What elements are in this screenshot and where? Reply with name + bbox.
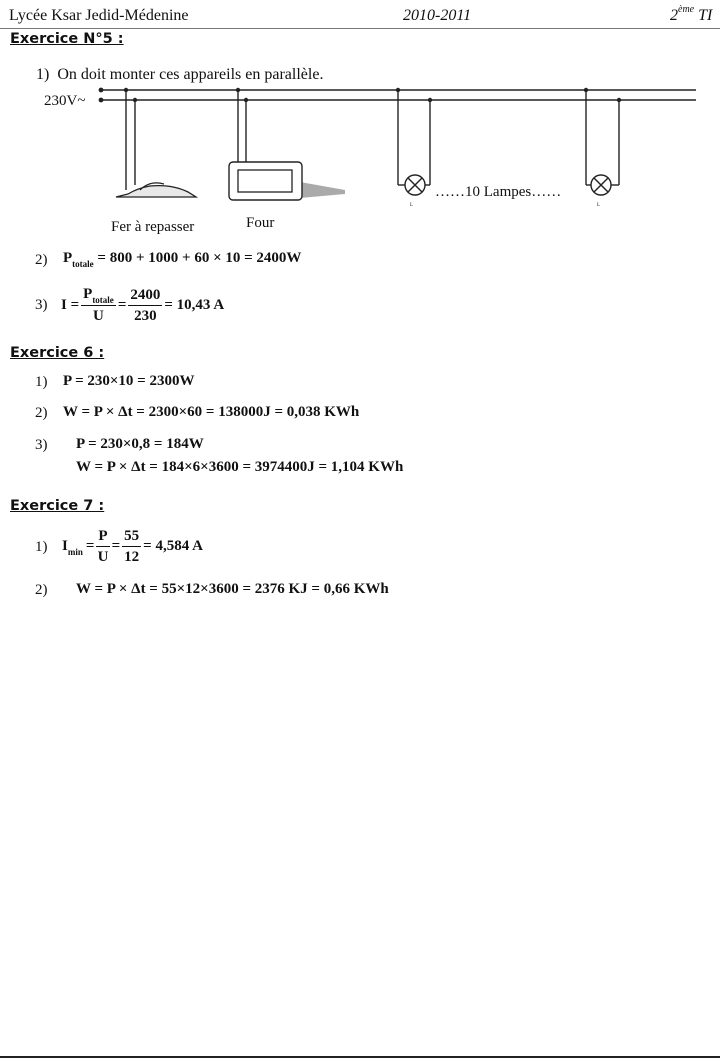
fraction-denominator: U (93, 308, 104, 324)
voltage-label: 230V~ (44, 93, 86, 109)
power-subscript: totale (72, 259, 94, 269)
equals-sign: = (85, 538, 95, 554)
ex7-q2-number: 2) (35, 582, 48, 598)
ex5-q1-text: On doit monter ces appareils en parallèle. (57, 66, 324, 83)
ex6-q1-number: 1) (35, 374, 48, 390)
lamp-icon (405, 175, 425, 195)
ex6-q3-number: 3) (35, 437, 48, 453)
lamps-label: ……10 Lampes…… (435, 184, 562, 200)
fraction-denominator: U (97, 549, 109, 565)
iron-icon (116, 183, 196, 197)
ex5-q2-rhs: = 800 + 1000 + 60 × 10 = 2400W (97, 250, 302, 266)
fraction-denominator: 12 (124, 549, 140, 565)
iron-label: Fer à repasser (111, 219, 195, 235)
fraction-numerator: P (83, 286, 93, 302)
power-symbol: P (63, 250, 73, 266)
fraction-numerator-subscript: totale (92, 295, 114, 305)
oven-icon (229, 162, 345, 200)
ex6-q1-equation: P = 230×10 = 2300W (63, 373, 195, 389)
ex5-q3-number: 3) (35, 297, 48, 313)
school-year: 2010-2011 (403, 7, 472, 24)
class-suffix: TI (698, 7, 713, 24)
exercise-5-title: Exercice N°5 : (10, 31, 124, 47)
fraction-denominator: 230 (134, 307, 157, 324)
ex6-q3-equation-2: W = P × Δt = 184×6×3600 = 3974400J = 1,104 KWh (76, 459, 404, 475)
header-rule (0, 28, 720, 29)
exercise-6-title: Exercice 6 : (10, 345, 105, 361)
lamp-tag: L (597, 203, 601, 208)
ex7-q1-equation (62, 527, 203, 566)
fraction (81, 285, 116, 325)
ex5-q3-equation (61, 285, 224, 325)
ex5-q1-number: 1) (36, 66, 50, 83)
current-symbol: I (62, 538, 68, 554)
current-subscript: min (67, 547, 83, 557)
page-bottom-rule (0, 1056, 720, 1058)
class-superscript: ème (678, 4, 695, 15)
school-name: Lycée Ksar Jedid-Médenine (9, 7, 189, 24)
exercise-7-title: Exercice 7 : (10, 498, 105, 514)
parallel-circuit-diagram (0, 80, 720, 240)
current-lhs: I = (61, 296, 80, 313)
ex7-q1-rhs: = 4,584 A (143, 538, 203, 554)
ex5-q2-equation (63, 250, 301, 267)
ex7-q1-number: 1) (35, 539, 48, 555)
class-number: 2 (670, 7, 678, 24)
ex6-q2-number: 2) (35, 405, 48, 421)
fraction (128, 286, 162, 325)
ex5-q3-rhs: = 10,43 A (164, 296, 225, 313)
oven-label: Four (246, 215, 275, 231)
fraction (122, 527, 141, 566)
equals-sign: = (117, 296, 127, 313)
ex5-q2-number: 2) (35, 252, 48, 268)
fraction-numerator: 2400 (128, 286, 162, 306)
class-label (670, 4, 713, 25)
lamp-tag: L (410, 203, 414, 208)
ex7-q2-equation: W = P × Δt = 55×12×3600 = 2376 KJ = 0,66 KWh (76, 581, 389, 597)
ex6-q2-equation: W = P × Δt = 2300×60 = 138000J = 0,038 KWh (63, 404, 360, 420)
fraction (96, 527, 109, 566)
fraction-numerator: 55 (122, 527, 141, 547)
equals-sign: = (111, 538, 121, 554)
fraction-numerator: P (96, 527, 109, 547)
current-min (62, 538, 83, 555)
ex6-q3-equation-1: P = 230×0,8 = 184W (76, 436, 204, 452)
lamp-icon (591, 175, 611, 195)
